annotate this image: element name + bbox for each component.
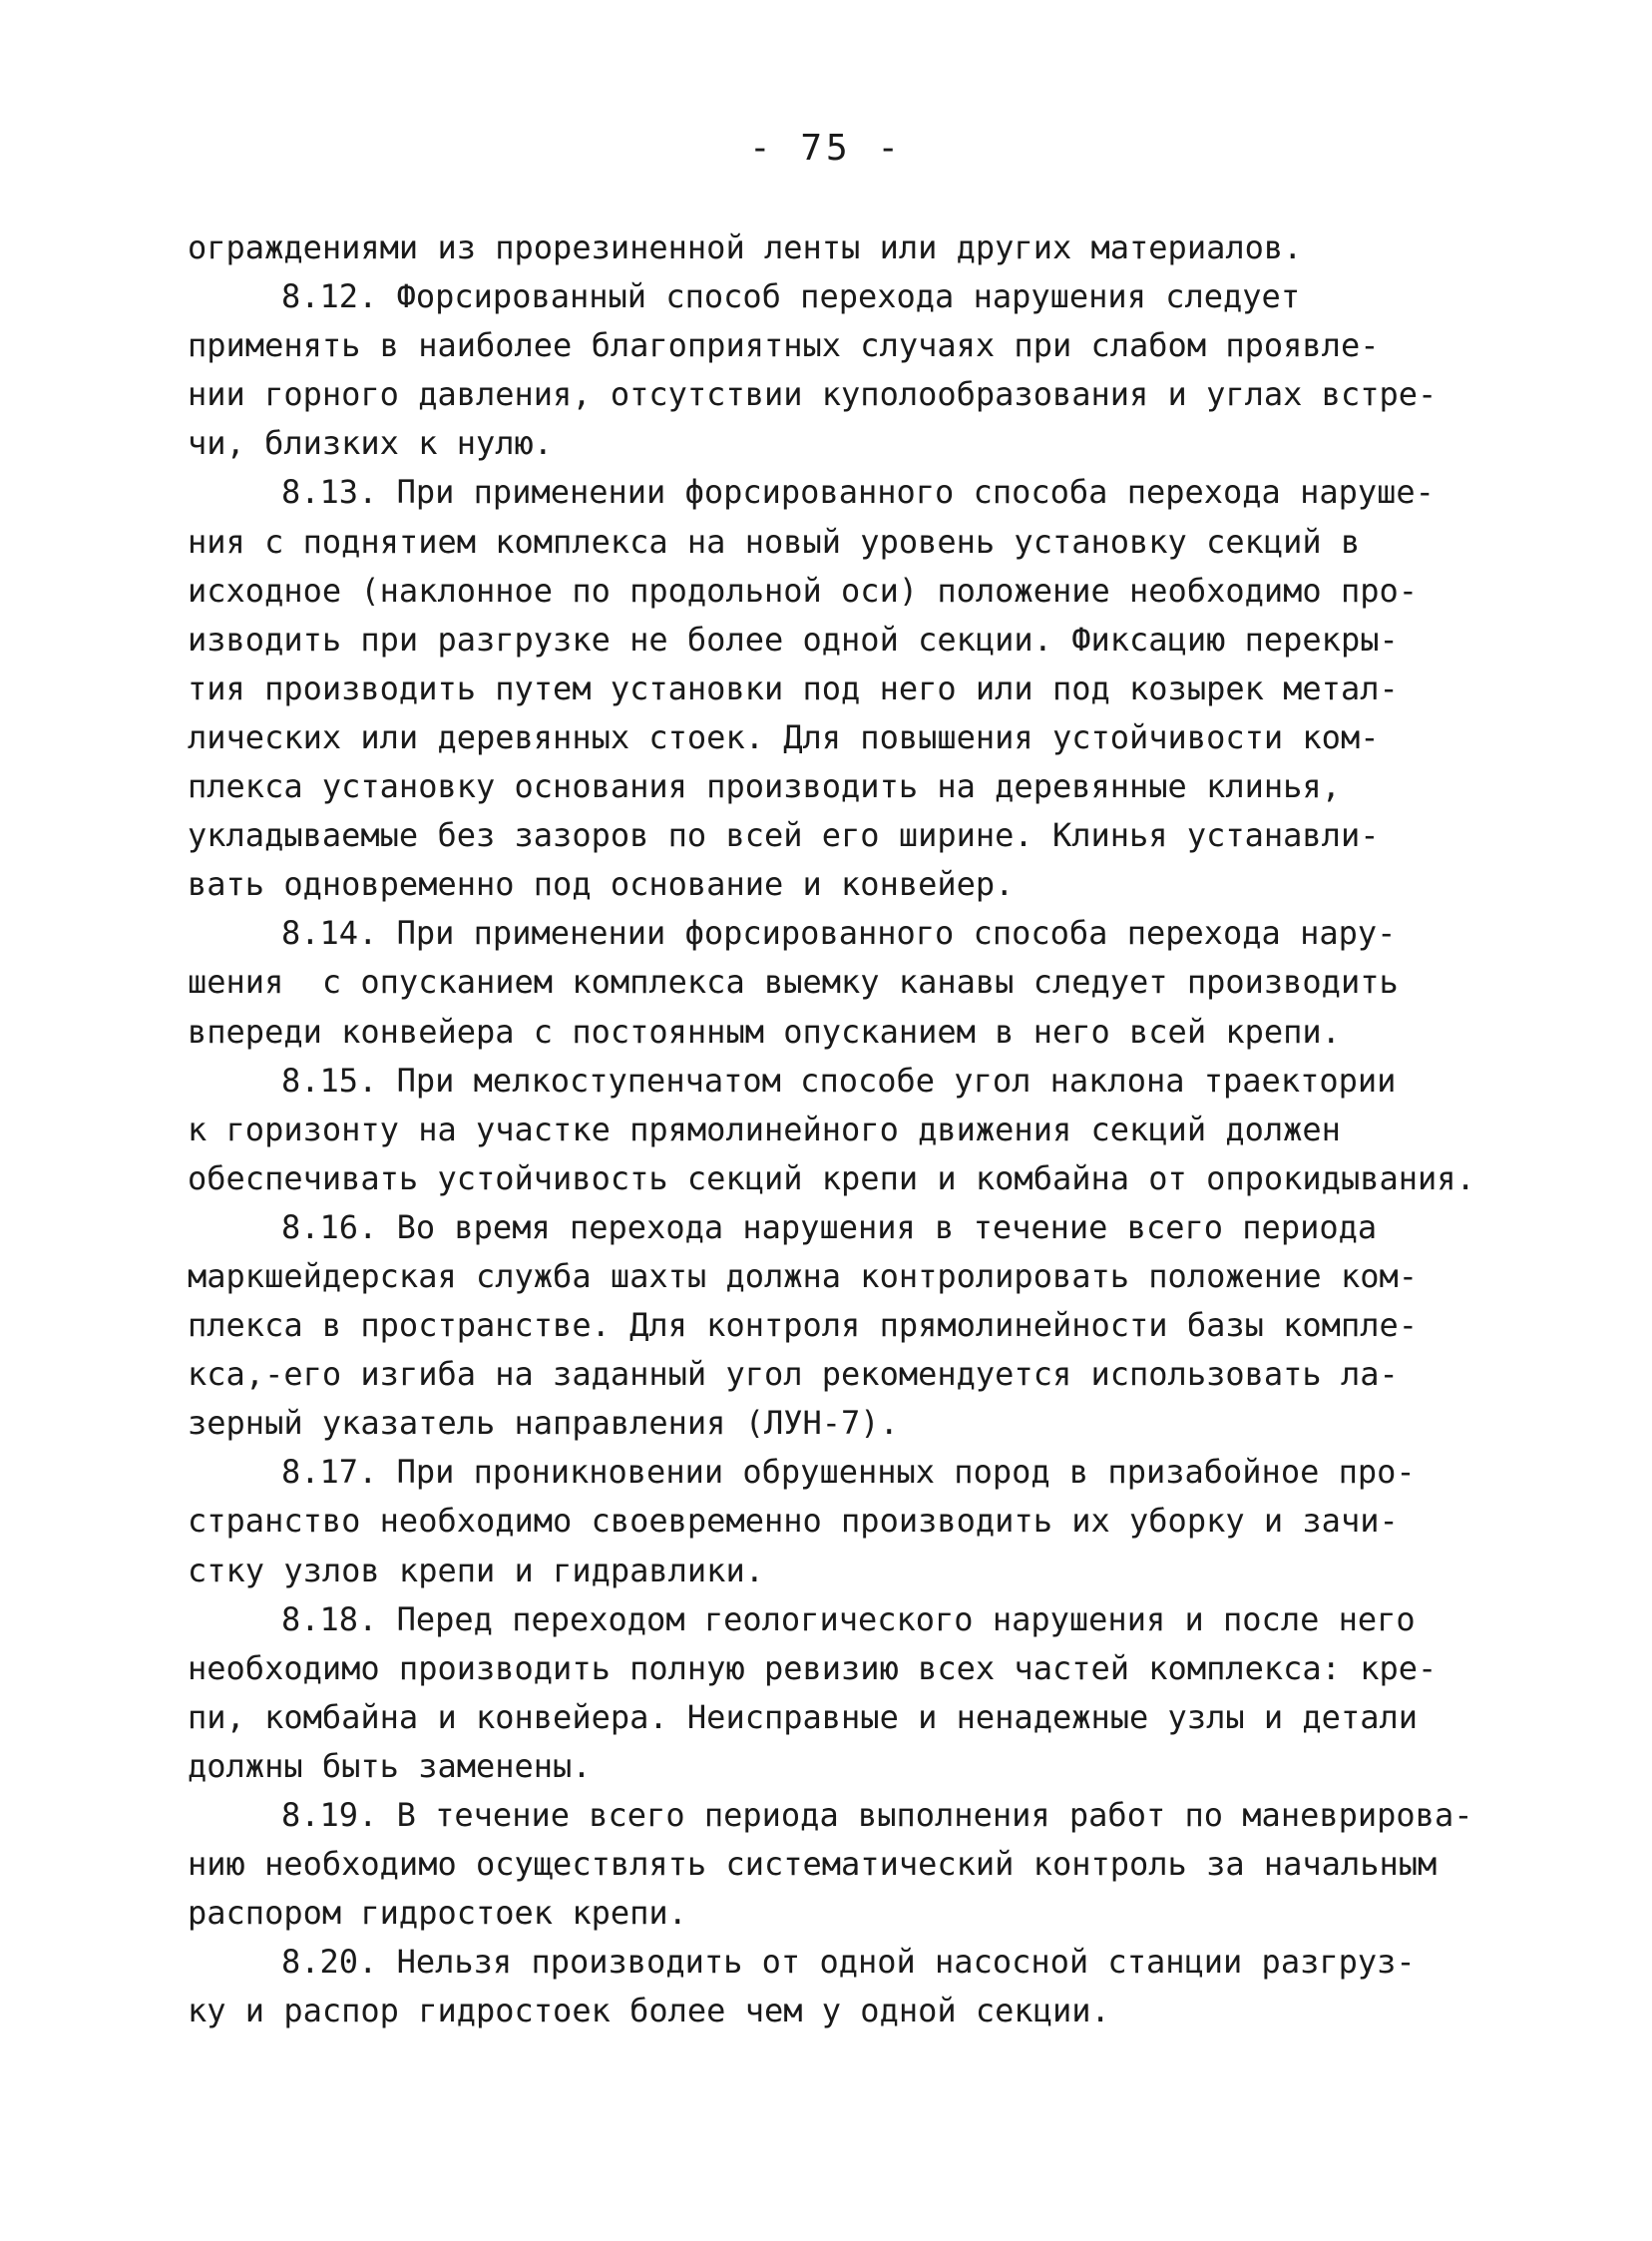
text-line: странство необходимо своевременно производить их уборку и зачи- bbox=[188, 1502, 1399, 1541]
text-line: укладываемые без зазоров по всей его ширине. Клинья устанавли- bbox=[188, 816, 1380, 855]
text-line: к горизонту на участке прямолинейного движения секций должен bbox=[188, 1110, 1341, 1148]
text-line: маркшейдерская служба шахты должна контролировать положение ком- bbox=[188, 1256, 1418, 1295]
body-text bbox=[188, 224, 1534, 2035]
paragraph-start-line: 8.13. При применении форсированного способа перехода наруше- bbox=[281, 473, 1435, 512]
paragraph-start-line: 8.14. При применении форсированного способа перехода нару- bbox=[281, 914, 1397, 953]
paragraph-start-line: 8.19. В течение всего периода выполнения работ по маневрирова- bbox=[281, 1796, 1473, 1834]
text-line: должны быть заменены. bbox=[188, 1746, 592, 1785]
text-line: плекса установку основания производить на деревянные клинья, bbox=[188, 767, 1341, 806]
paragraph-start-line: 8.15. При мелкоступенчатом способе угол наклона траектории bbox=[281, 1061, 1397, 1100]
text-line: обеспечивать устойчивость секций крепи и комбайна от опрокидывания. bbox=[188, 1158, 1475, 1197]
text-line: распором гидростоек крепи. bbox=[188, 1894, 687, 1933]
text-line: нии горного давления, отсутствии куполообразования и углах встре- bbox=[188, 375, 1438, 414]
text-line: зерный указатель направления (ЛУН-7). bbox=[188, 1404, 899, 1443]
page-number: - 75 - bbox=[748, 128, 904, 169]
paragraph-start-line: 8.18. Перед переходом геологического нарушения и после него bbox=[281, 1599, 1416, 1638]
text-line: ограждениями из прорезиненной ленты или других материалов. bbox=[188, 228, 1303, 266]
text-line: кса,-его изгиба на заданный угол рекомендуется использовать ла- bbox=[188, 1355, 1399, 1394]
text-line: чи, близких к нулю. bbox=[188, 424, 554, 463]
text-line: изводить при разгрузке не более одной секции. Фиксацию перекры- bbox=[188, 620, 1399, 659]
text-line: лических или деревянных стоек. Для повышения устойчивости ком- bbox=[188, 717, 1380, 756]
text-line: шения с опусканием комплекса выемку канавы следует производить bbox=[188, 963, 1399, 1002]
text-line: тия производить путем установки под него или под козырек метал- bbox=[188, 669, 1399, 707]
paragraph-start-line: 8.17. При проникновении обрушенных пород в призабойное про- bbox=[281, 1453, 1416, 1492]
text-line: применять в наиболее благоприятных случаях при слабом проявле- bbox=[188, 326, 1380, 365]
paragraph-start-line: 8.16. Во время перехода нарушения в течение всего периода bbox=[281, 1207, 1378, 1246]
text-line: впереди конвейера с постоянным опусканием в него всей крепи. bbox=[188, 1012, 1341, 1051]
text-line: необходимо производить полную ревизию всех частей комплекса: кре- bbox=[188, 1648, 1438, 1687]
text-line: вать одновременно под основание и конвейер. bbox=[188, 865, 1015, 904]
text-line: стку узлов крепи и гидравлики. bbox=[188, 1551, 764, 1589]
text-line: ку и распор гидростоек более чем у одной секции. bbox=[188, 1992, 1110, 2030]
text-line: пи, комбайна и конвейера. Неисправные и ненадежные узлы и детали bbox=[188, 1697, 1418, 1736]
text-line: ния с поднятием комплекса на новый уровень установку секций в bbox=[188, 522, 1361, 561]
text-line: плекса в пространстве. Для контроля прямолинейности базы компле- bbox=[188, 1306, 1418, 1345]
text-line: исходное (наклонное по продольной оси) положение необходимо про- bbox=[188, 571, 1418, 610]
paragraph-start-line: 8.20. Нельзя производить от одной насосной станции разгруз- bbox=[281, 1943, 1416, 1982]
paragraph-start-line: 8.12. Форсированный способ перехода нарушения следует bbox=[281, 277, 1301, 316]
text-line: нию необходимо осуществлять систематический контроль за начальным bbox=[188, 1845, 1438, 1884]
